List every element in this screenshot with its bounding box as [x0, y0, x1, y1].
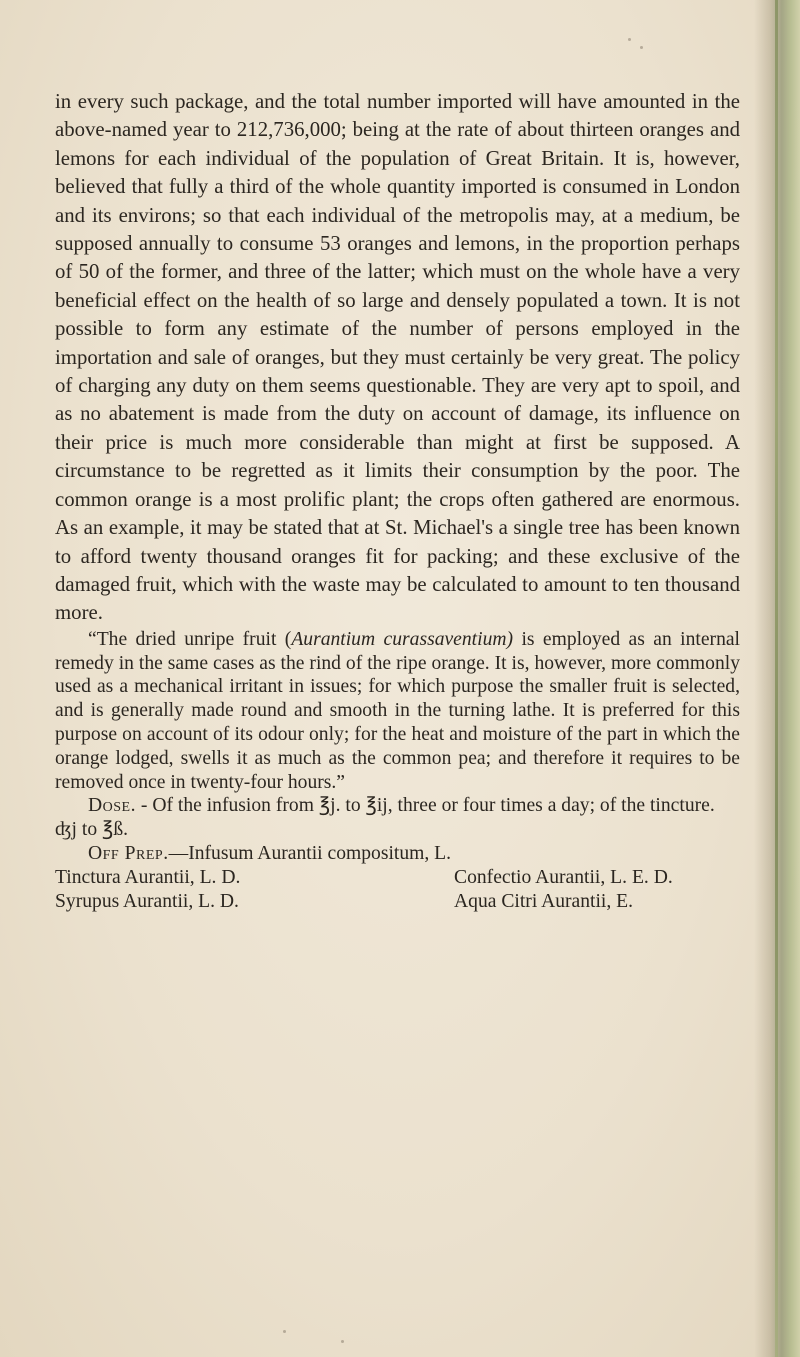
quote-opening: “The dried unripe fruit ( [88, 628, 292, 650]
quoted-paragraph [55, 628, 740, 795]
preparation-item: Syrupus Aurantii, L. D. [55, 890, 239, 912]
preparations-list [55, 866, 740, 914]
ink-speck [628, 38, 631, 41]
off-prep-text: —Infusum Aurantii compositum, L. [168, 842, 452, 864]
body-text [55, 88, 740, 914]
dose-text: - Of the infusion from ℥j. to ℥ij, three or four times a day; of the tincture. ʤj to ℥ß. [55, 795, 715, 841]
ink-speck [341, 1340, 344, 1343]
dose-line [55, 794, 740, 842]
binding-edge [775, 0, 778, 1357]
main-paragraph: in every such package, and the total number imported will have amounted in the above-named year to 212,736,000; being at the rate of about thirteen oranges and lemons for each individual of the population of Great Britain. It is, however, believed that fully a third of the whole quantity imported is consumed in London and its environs; so that each individual of the metropolis may, at a medium, be supposed annually to consume 53 oranges and lemons, in the proportion perhaps of 50 of the former, and three of the latter; which must on the whole have a very beneficial effect on the health of so large and densely populated a town. It is not possible to form any estimate of the number of persons employed in the importation and sale of oranges, but they must certainly be very great. The policy of charging any duty on them seems questionable. They are very apt to spoil, and as no abatement is made from the duty on account of damage, its influence on their price is much more considerable than might at first be supposed. A circumstance to be regretted as it limits their consumption by the poor. The common orange is a most prolific plant; the crops often gathered are enormous. As an example, it may be stated that at St. Michael's a single tree has been known to afford twenty thousand oranges fit for packing; and these exclusive of the damaged fruit, which with the waste may be calculated to amount to ten thousand more. [55, 90, 740, 625]
ink-speck [640, 46, 643, 49]
ink-speck [283, 1330, 286, 1333]
quote-body: is employed as an internal remedy in the same cases as the rind of the ripe orange. It is, however, more commonly used as a mechanical irritant in issues; for which purpose the smaller fruit is selected, and is generally made round and smooth in the turning lathe. It is preferred for this purpose on account of its odour only; for the heat and moisture of the part in which the orange lodged, swells it as much as the common pea; and therefore it requires to be removed once in twenty-four hours.” [55, 628, 741, 793]
preparation-item: Tinctura Aurantii, L. D. [55, 866, 241, 888]
preparation-item: Confectio Aurantii, L. E. D. [454, 866, 673, 888]
dose-label: Dose. [88, 795, 136, 817]
preparation-item: Aqua Citri Aurantii, E. [454, 890, 634, 912]
off-prep-line [55, 842, 740, 866]
off-prep-label: Off Prep. [88, 842, 169, 864]
latin-name: Aurantium curassaventium) [291, 628, 514, 650]
